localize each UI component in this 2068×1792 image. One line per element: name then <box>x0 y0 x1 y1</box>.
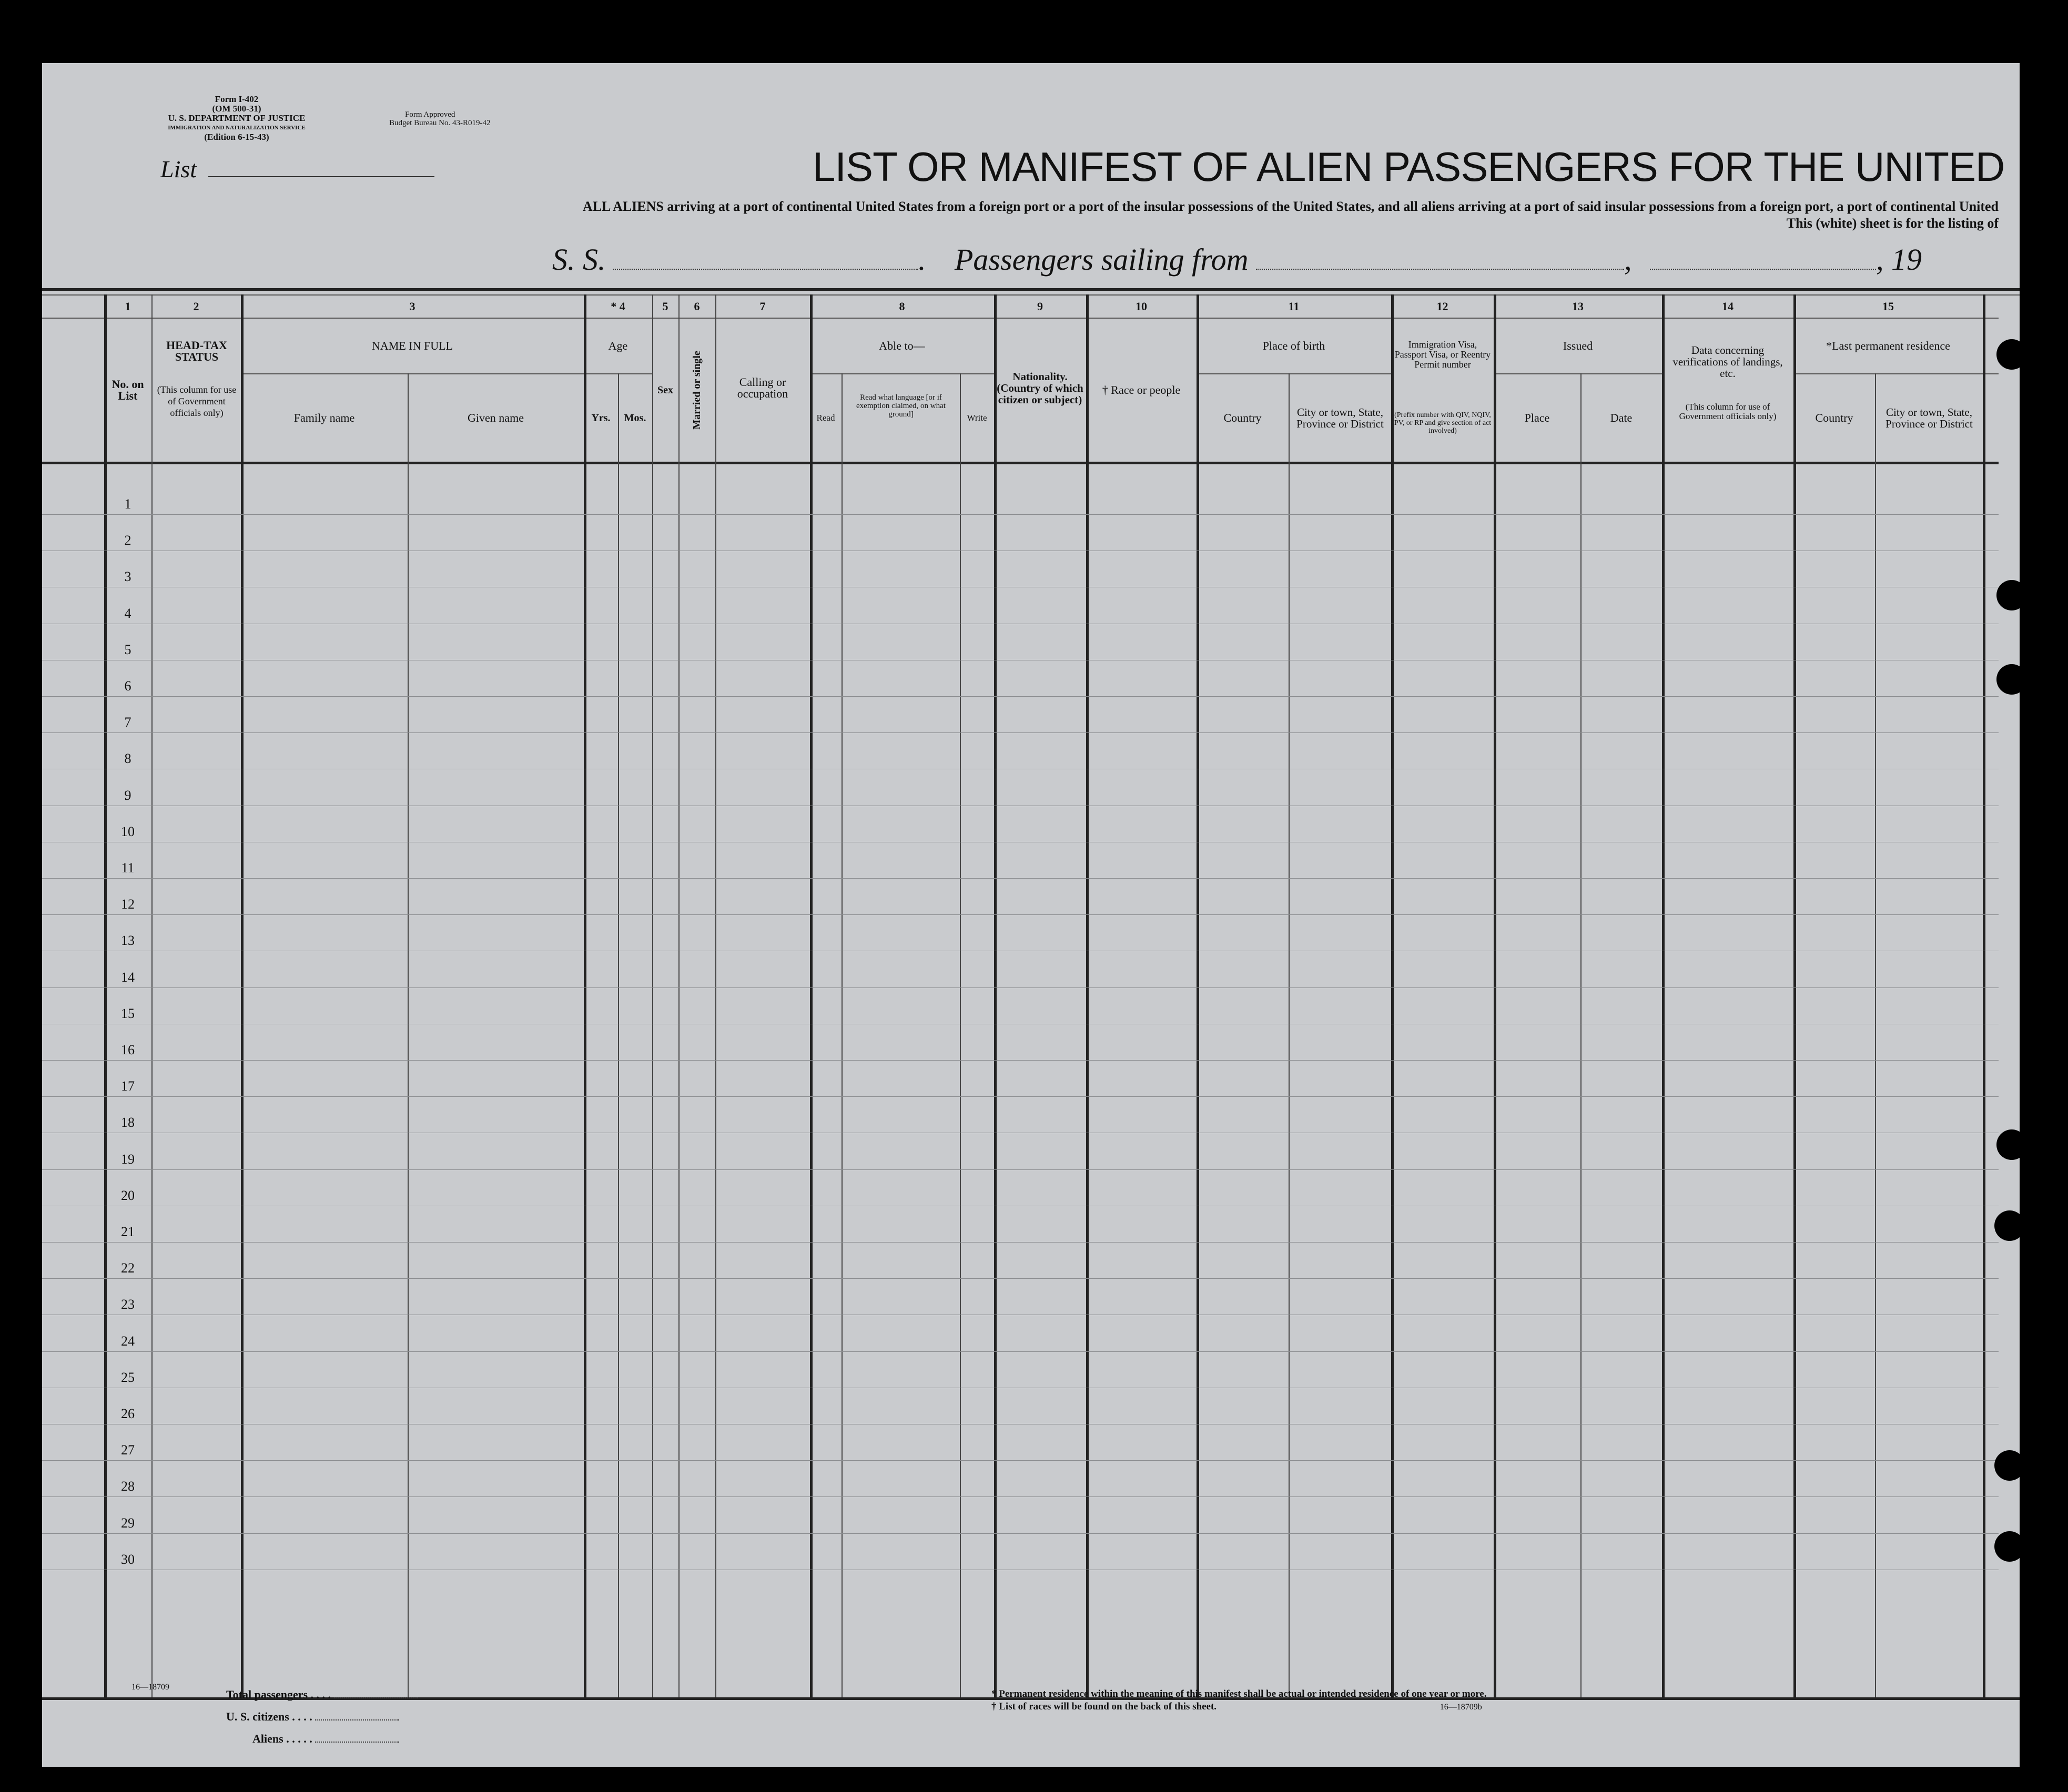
row-number: 17 <box>121 1078 135 1094</box>
row-number: 10 <box>121 823 135 839</box>
row-number: 15 <box>121 1005 135 1021</box>
hdr-place-of-birth: Place of birth <box>1262 339 1325 352</box>
total-passengers-label: Total passengers <box>226 1688 308 1701</box>
row-number: 1 <box>124 496 131 512</box>
form-number: Form I-402 <box>215 94 259 104</box>
hdr-married-text: Married or single <box>691 351 703 430</box>
hdr-mos: Mos. <box>624 412 646 424</box>
hdr-age: Age <box>608 339 628 352</box>
form-approved: Form Approved <box>405 110 455 119</box>
hdr-read: Read <box>816 413 835 423</box>
hdr-sex: Sex <box>657 384 673 396</box>
row-number: 20 <box>121 1187 135 1203</box>
us-citizens-label: U. S. citizens <box>226 1710 289 1723</box>
row-line <box>42 514 1999 515</box>
budget-bureau: Budget Bureau No. 43-R019-42 <box>389 119 491 127</box>
col-num-4 <box>584 294 652 319</box>
col-num-11: 11 <box>1288 300 1300 313</box>
hdr-data-concerning: Data concerning verifications of landings, etc. <box>1672 344 1783 380</box>
row-number: 3 <box>124 569 131 585</box>
row-number: 12 <box>121 897 135 912</box>
row-number: 18 <box>121 1115 135 1131</box>
aliens-label: Aliens <box>252 1732 283 1745</box>
footnotes <box>991 1688 1486 1713</box>
sailing-date-field[interactable] <box>1650 269 1876 270</box>
row-line <box>42 1351 1999 1352</box>
hdr-no-on-list: No. on List <box>111 378 144 402</box>
row-number: 7 <box>124 715 131 730</box>
punch-hole <box>1994 1450 2025 1481</box>
col-num-8: 8 <box>899 300 905 313</box>
hdr-head-tax-note: (This column for use of Government officials only) <box>157 384 237 418</box>
row-line <box>42 1096 1999 1097</box>
row-line <box>42 1460 1999 1461</box>
row-number: 9 <box>124 787 131 803</box>
department: U. S. DEPARTMENT OF JUSTICE <box>168 113 306 123</box>
row-number: 29 <box>121 1515 135 1531</box>
hdr-able-to: Able to— <box>879 339 925 352</box>
punch-hole <box>1996 339 2027 370</box>
hdr-residence-country: Country <box>1815 411 1853 424</box>
row-number: 2 <box>124 533 131 548</box>
list-label: List <box>160 156 197 182</box>
print-code-b: 16—18709b <box>1440 1703 1482 1712</box>
row-number: 28 <box>121 1479 135 1494</box>
list-field[interactable] <box>160 155 434 183</box>
hdr-calling: Calling or occupation <box>737 375 788 400</box>
hdr-visa-note: (Prefix number with QIV, NQIV, PV, or RP and give section of act involved) <box>1394 411 1492 435</box>
row-number: 27 <box>121 1442 135 1458</box>
row-number: 5 <box>124 642 131 657</box>
row-line <box>42 878 1999 879</box>
footnote-races <box>991 1701 1486 1713</box>
punch-hole <box>1996 1129 2027 1160</box>
row-line <box>42 732 1999 733</box>
hdr-issued-date: Date <box>1610 411 1633 424</box>
hdr-residence-city: City or town, State, Province or District <box>1885 406 1973 430</box>
col-num-10: 10 <box>1136 300 1147 313</box>
totals-block <box>226 1684 418 1750</box>
row-line <box>42 1278 1999 1279</box>
row-number: 22 <box>121 1260 135 1276</box>
row-line <box>42 696 1999 697</box>
col-num-2: 2 <box>193 300 199 313</box>
row-number: 14 <box>121 969 135 985</box>
row-line <box>42 1496 1999 1497</box>
hdr-name-in-full: NAME IN FULL <box>372 339 453 352</box>
footnote-races-text: † List of races will be found on the back of this sheet. <box>991 1701 1217 1712</box>
print-code: 16—18709 <box>131 1683 169 1692</box>
aliens-row: Aliens . . . . . <box>226 1728 418 1750</box>
col-num-1: 1 <box>125 300 131 313</box>
table-body <box>42 462 2020 1697</box>
page-title: LIST OR MANIFEST OF ALIEN PASSENGERS FOR THE UNITED <box>813 144 2005 190</box>
year-prefix: 19 <box>1891 242 1922 277</box>
manifest-table <box>42 288 2020 1703</box>
instruction-line-2: This (white) sheet is for the listing of <box>1786 216 1999 231</box>
manifest-sheet <box>42 63 2020 1767</box>
punch-hole <box>1996 664 2027 695</box>
row-number: 25 <box>121 1369 135 1385</box>
hdr-last-residence: *Last permanent residence <box>1826 339 1950 352</box>
col-num-13: 13 <box>1572 300 1584 313</box>
hdr-write: Write <box>967 413 987 423</box>
row-number: 23 <box>121 1297 135 1312</box>
aliens-field[interactable] <box>315 1742 399 1743</box>
us-citizens-row: U. S. citizens . . . . <box>226 1706 418 1728</box>
service: IMMIGRATION AND NATURALIZATION SERVICE <box>168 125 306 131</box>
us-citizens-field[interactable] <box>315 1719 399 1720</box>
col-num-12: 12 <box>1436 300 1448 313</box>
punch-hole <box>1994 1531 2025 1562</box>
hdr-issued: Issued <box>1563 339 1593 352</box>
hdr-visa: Immigration Visa, Passport Visa, or Reentry Permit number <box>1394 339 1491 370</box>
col-num-5: 5 <box>662 300 668 313</box>
row-number: 13 <box>121 933 135 949</box>
hdr-race: † Race or people <box>1102 383 1181 396</box>
hdr-family-name: Family name <box>293 411 355 424</box>
row-number: 19 <box>121 1151 135 1167</box>
punch-hole <box>1994 1210 2025 1241</box>
sailing-line: S. S. . Passengers sailing from , , 19 <box>552 242 1922 277</box>
hdr-head-tax: HEAD-TAX STATUS <box>166 339 227 363</box>
hdr-yrs: Yrs. <box>591 412 611 424</box>
hdr-birth-country: Country <box>1223 411 1262 424</box>
col-num-3: 3 <box>409 300 415 313</box>
sailing-label: Passengers sailing from <box>955 242 1249 277</box>
row-line <box>42 1060 1999 1061</box>
row-line <box>42 1242 1999 1243</box>
edition: (Edition 6-15-43) <box>204 132 269 142</box>
row-number: 6 <box>124 678 131 694</box>
hdr-issued-place: Place <box>1524 411 1550 424</box>
approval-block <box>389 110 547 127</box>
col-num-14: 14 <box>1722 300 1734 313</box>
hdr-given-name: Given name <box>468 411 524 424</box>
form-id-block <box>147 95 326 142</box>
row-number: 4 <box>124 605 131 621</box>
col-4-mark: * <box>611 300 617 313</box>
row-line <box>42 1169 1999 1170</box>
row-line <box>42 987 1999 988</box>
hdr-nationality: Nationality. (Country of which citizen or subject) <box>997 370 1083 406</box>
col-num-7: 7 <box>759 300 766 313</box>
ss-label: S. S. <box>552 242 606 277</box>
row-number: 24 <box>121 1333 135 1349</box>
form-sub: (OM 500-31) <box>212 104 261 114</box>
instruction-line: ALL ALIENS arriving at a port of continental United States from a foreign port or a port of the insular possessions of the United States, and all aliens arriving at a port of said insular possessions from a foreign port, a port of continental United <box>582 199 1999 214</box>
total-passengers-row: Total passengers . . . . <box>226 1684 418 1706</box>
hdr-data-note: (This column for use of Government officials only) <box>1679 402 1777 421</box>
col-num-9: 9 <box>1037 300 1043 313</box>
row-line <box>42 914 1999 915</box>
row-number: 8 <box>124 751 131 767</box>
hdr-read-language: Read what language [or if exemption claimed, on what ground] <box>856 393 946 419</box>
ship-name-field[interactable] <box>613 269 918 270</box>
col-num-6: 6 <box>694 300 700 313</box>
row-number: 11 <box>121 860 135 875</box>
row-number: 26 <box>121 1406 135 1421</box>
col-4-num: 4 <box>619 300 625 313</box>
row-number: 30 <box>121 1551 135 1567</box>
hdr-married <box>678 319 715 462</box>
row-number: 21 <box>121 1224 135 1239</box>
footnote-residence: * Permanent residence within the meaning of this manifest shall be actual or intended residence of one year or more. <box>991 1688 1487 1699</box>
punch-hole <box>1996 580 2027 610</box>
total-passengers-field[interactable] <box>334 1697 418 1698</box>
hdr-birth-city: City or town, State, Province or District <box>1296 406 1384 430</box>
sailing-port-field[interactable] <box>1256 269 1624 270</box>
row-line <box>42 1533 1999 1534</box>
row-number: 16 <box>121 1042 135 1057</box>
col-num-15: 15 <box>1882 300 1894 313</box>
